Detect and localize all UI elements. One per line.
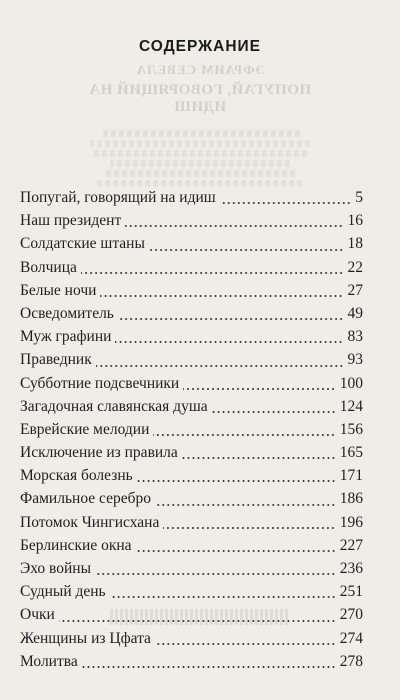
toc-entry[interactable] xyxy=(20,302,363,325)
dot-leader xyxy=(153,434,335,436)
page-title: СОДЕРЖАНИЕ xyxy=(138,38,262,55)
toc-entry-page: 270 xyxy=(339,606,363,624)
toc-entry-page: 22 xyxy=(347,258,363,276)
toc-entry[interactable] xyxy=(20,186,363,209)
toc-entry-title: Волчица xyxy=(20,258,77,276)
toc-entry-title: Очки xyxy=(20,606,55,624)
toc-entry-page: 16 xyxy=(347,212,363,230)
toc-entry-page: 251 xyxy=(339,583,363,601)
toc-entry[interactable] xyxy=(20,557,363,580)
toc-entry-title: Судный день xyxy=(20,583,106,601)
toc-entry[interactable] xyxy=(20,511,363,534)
toc-entry-title: Праведник xyxy=(20,351,92,369)
dot-leader xyxy=(183,388,336,390)
toc-entry-title: Фамильное серебро xyxy=(20,490,151,508)
toc-entry-page: 196 xyxy=(339,513,363,531)
toc-entry-page: 278 xyxy=(339,652,363,670)
toc-entry[interactable] xyxy=(20,441,363,464)
toc-entry-page: 171 xyxy=(339,467,363,485)
toc-entry-page: 124 xyxy=(339,397,363,415)
toc-entry-title: Попугай, говорящий на идиш xyxy=(20,189,216,206)
toc-entry[interactable] xyxy=(20,279,363,302)
dot-leader xyxy=(212,411,336,413)
toc-entry-title: Исключение из правила xyxy=(20,444,178,462)
dot-leader xyxy=(182,457,336,459)
toc-entry-title: Муж графини xyxy=(20,328,112,346)
dot-leader xyxy=(125,225,343,227)
table-of-contents xyxy=(20,186,363,673)
dot-leader xyxy=(137,480,336,482)
toc-entry-page: 27 xyxy=(347,281,363,299)
dot-leader xyxy=(110,596,336,598)
toc-entry[interactable] xyxy=(20,348,363,371)
dot-leader xyxy=(118,318,344,320)
toc-entry[interactable] xyxy=(20,534,363,557)
toc-entry-title: Еврейские мелодии xyxy=(20,420,150,438)
dot-leader xyxy=(220,202,351,204)
toc-entry-page: 156 xyxy=(339,420,363,438)
toc-entry-title: Эхо войны xyxy=(20,560,91,577)
toc-entry[interactable] xyxy=(20,418,363,441)
toc-entry-title: Осведомитель xyxy=(20,304,114,322)
toc-entry-title: Солдатские штаны xyxy=(20,235,145,253)
toc-entry-page: 83 xyxy=(347,328,363,346)
show-through-text: ЭФРАИМ СЕВЕЛА ПОПУГАЙ, ГОВОРЯЩИЙ НА ИДИШ xyxy=(70,62,330,187)
toc-entry-page: 49 xyxy=(347,304,363,322)
toc-entry-page: 274 xyxy=(339,629,363,647)
dot-leader xyxy=(81,272,344,274)
dot-leader xyxy=(115,341,343,343)
toc-entry[interactable] xyxy=(20,372,363,395)
toc-entry[interactable] xyxy=(20,209,363,232)
toc-entry[interactable] xyxy=(20,232,363,255)
toc-entry-title: Берлинские окна xyxy=(20,536,132,554)
dot-leader xyxy=(155,504,336,506)
toc-entry[interactable] xyxy=(20,603,363,626)
toc-entry-title: Молитва xyxy=(20,652,78,670)
toc-entry[interactable] xyxy=(20,325,363,348)
toc-entry[interactable] xyxy=(20,395,363,418)
toc-entry-title: Потомок Чингисхана xyxy=(20,513,160,531)
toc-entry-page: 227 xyxy=(339,536,363,554)
toc-entry[interactable] xyxy=(20,650,363,673)
dot-leader xyxy=(96,365,344,367)
dot-leader xyxy=(155,643,336,645)
toc-entry-page: 5 xyxy=(355,189,363,206)
toc-entry-title: Субботние подсвечники xyxy=(20,374,180,392)
dot-leader xyxy=(95,573,336,575)
dot-leader xyxy=(59,620,336,622)
dot-leader xyxy=(82,666,336,668)
dot-leader xyxy=(136,550,336,552)
dot-leader xyxy=(100,295,343,297)
toc-entry-page: 100 xyxy=(339,374,363,392)
toc-entry[interactable] xyxy=(20,464,363,487)
dot-leader xyxy=(163,527,335,529)
toc-entry-title: Морская болезнь xyxy=(20,467,133,485)
toc-entry-page: 165 xyxy=(339,444,363,462)
toc-entry[interactable] xyxy=(20,627,363,650)
toc-entry-title: Белые ночи xyxy=(20,281,97,299)
toc-entry-page: 18 xyxy=(347,235,363,253)
toc-entry[interactable] xyxy=(20,580,363,603)
toc-entry-title: Загадочная славянская душа xyxy=(20,397,208,415)
toc-entry-title: Наш президент xyxy=(20,212,122,230)
toc-entry-title: Женщины из Цфата xyxy=(20,629,151,647)
toc-entry-page: 186 xyxy=(339,490,363,508)
toc-entry-page: 93 xyxy=(347,351,363,369)
toc-entry-page: 236 xyxy=(339,560,363,577)
toc-entry[interactable] xyxy=(20,487,363,510)
dot-leader xyxy=(149,249,344,251)
toc-entry[interactable] xyxy=(20,256,363,279)
